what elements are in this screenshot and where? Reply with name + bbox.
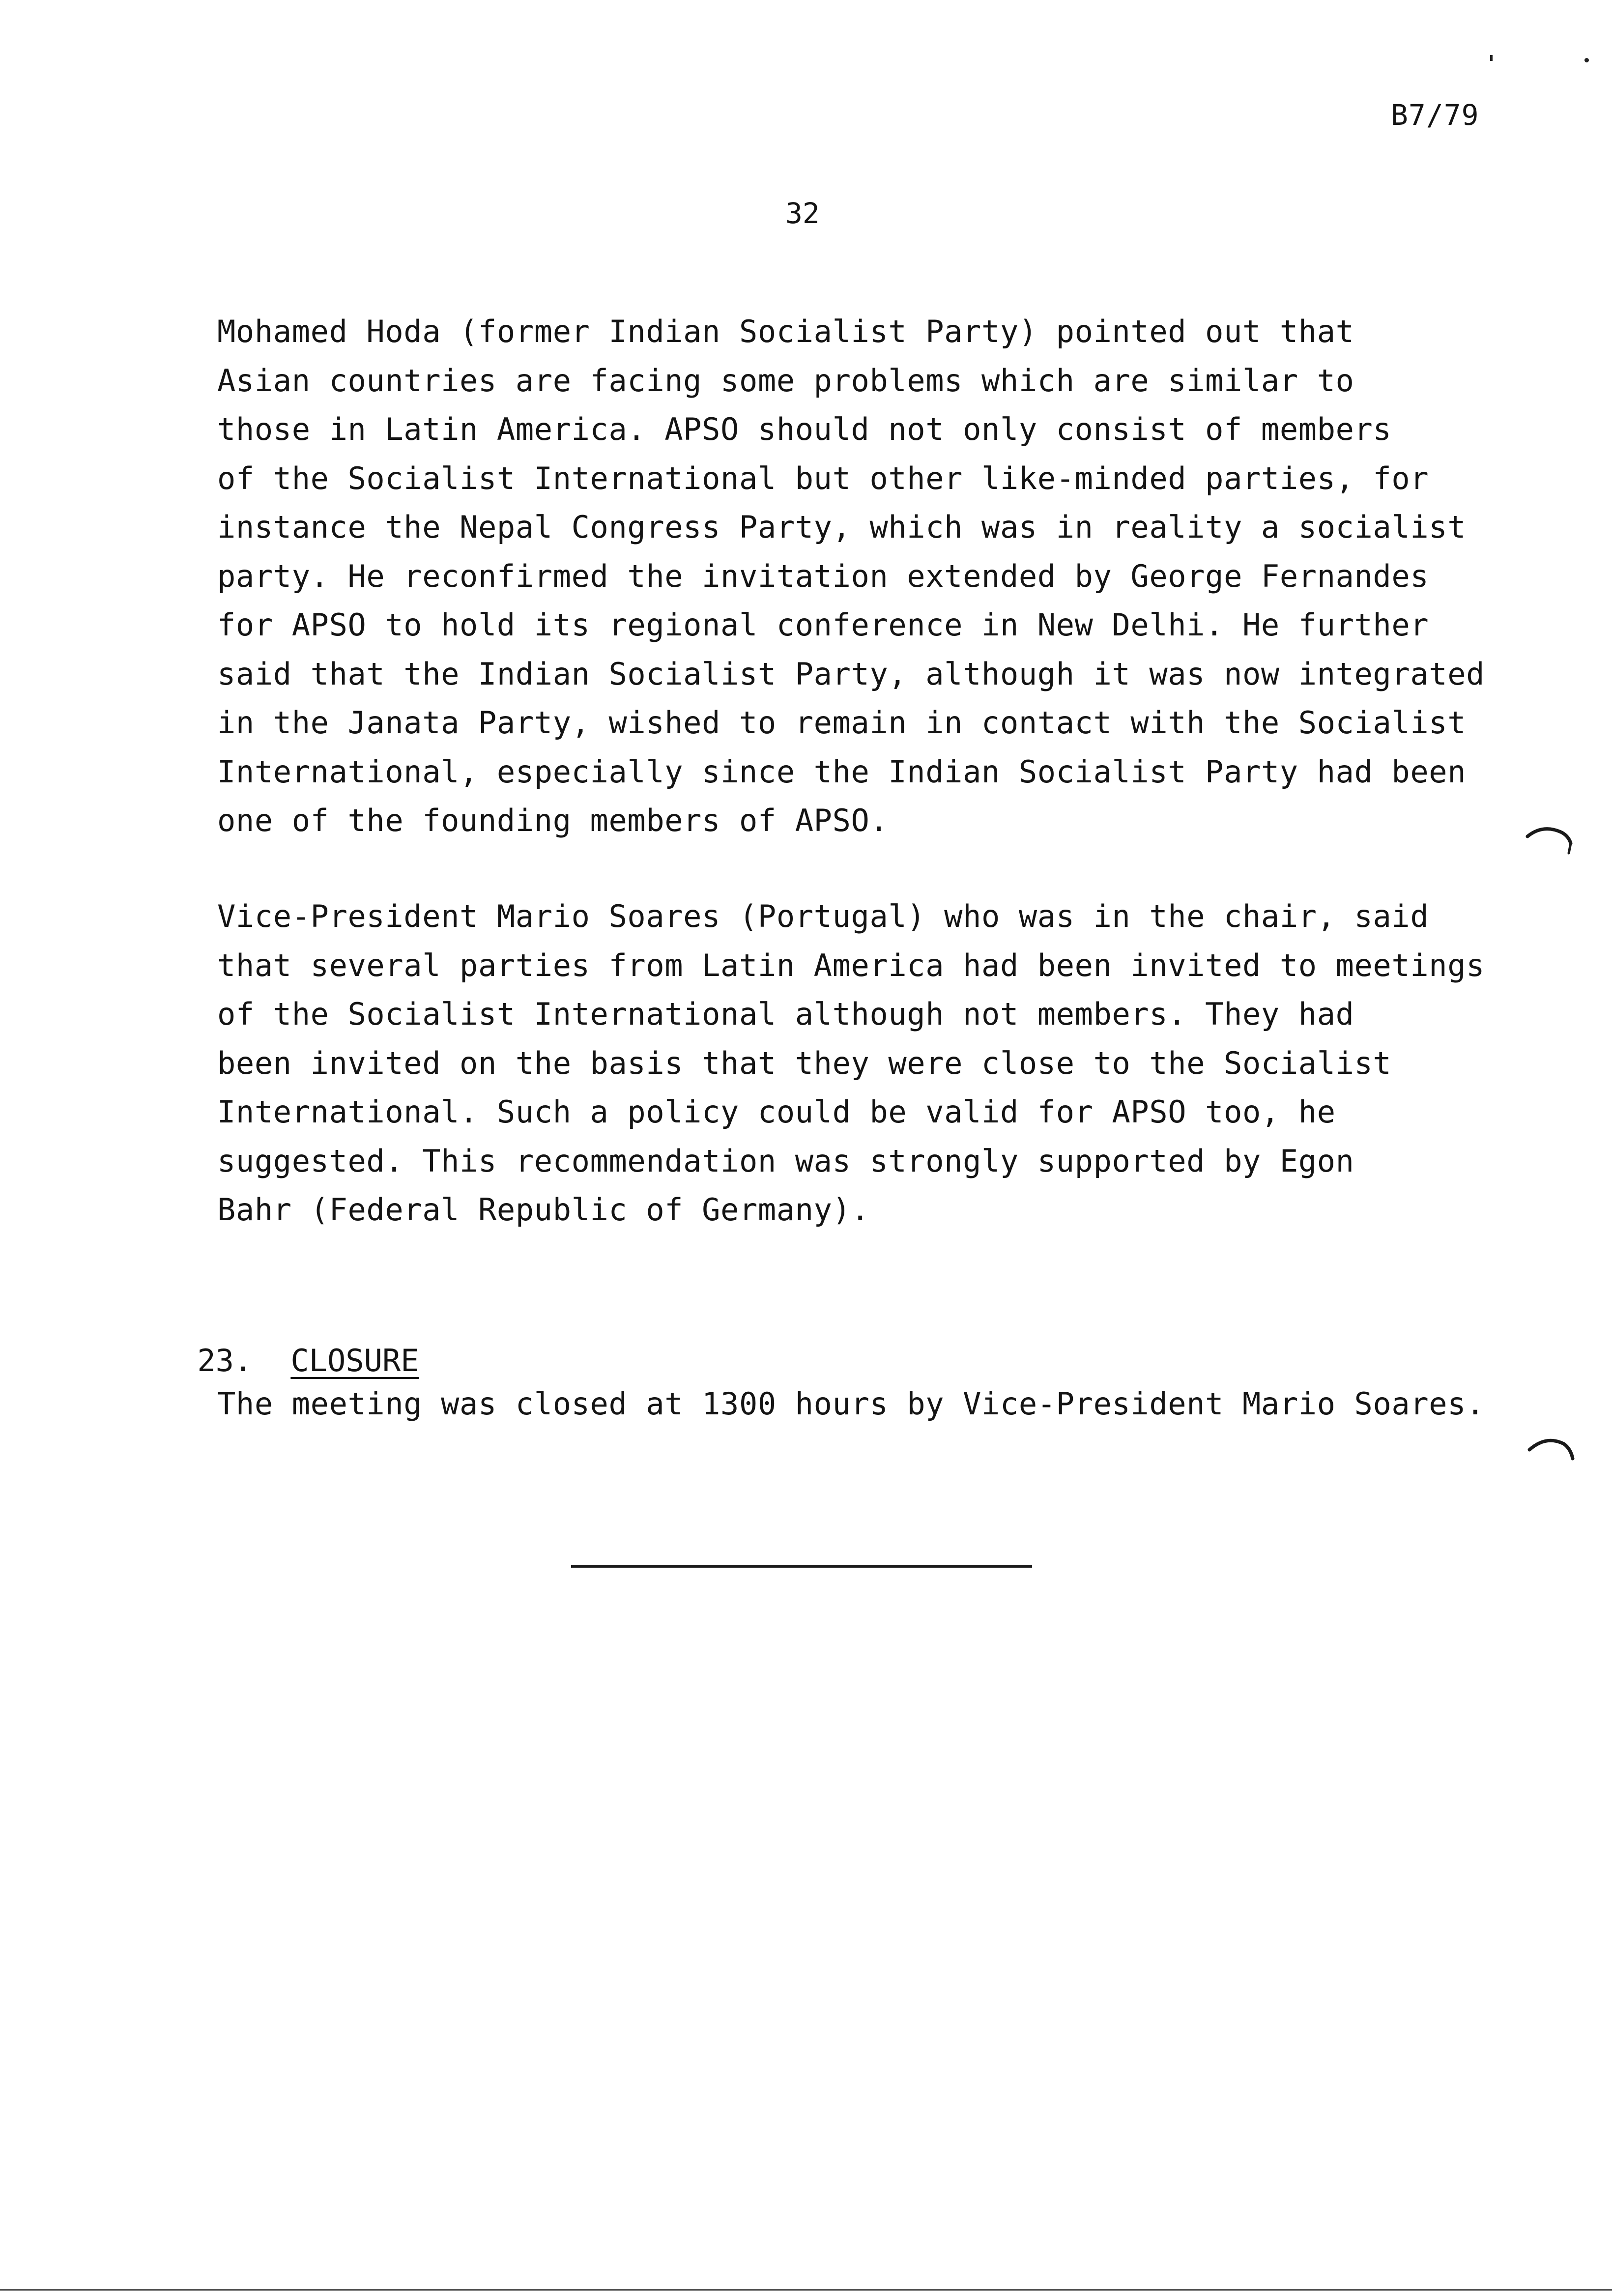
paragraph-hoda xyxy=(217,307,1569,845)
paragraph-line: party. He reconfirmed the invitation extended by George Fernandes xyxy=(217,558,1429,594)
paragraph-line: International, especially since the Indian Socialist Party had been xyxy=(217,753,1467,790)
page-number: 32 xyxy=(785,197,820,230)
end-rule xyxy=(571,1565,1032,1568)
paragraph-line: Bahr (Federal Republic of Germany). xyxy=(217,1192,870,1228)
paragraph-line: International. Such a policy could be valid for APSO too, he xyxy=(217,1094,1336,1130)
page-bottom-edge xyxy=(0,2289,1612,2291)
paragraph-line: Asian countries are facing some problems which are similar to xyxy=(217,362,1354,399)
margin-correction-mark xyxy=(1524,822,1583,861)
paragraph-line: one of the founding members of APSO. xyxy=(217,803,889,838)
paragraph-line: said that the Indian Socialist Party, although it was now integrated xyxy=(217,656,1485,692)
paragraph-line: in the Janata Party, wished to remain in contact with the Socialist xyxy=(217,705,1467,741)
corner-dot-mark xyxy=(1584,58,1589,62)
paragraph-line: instance the Nepal Congress Party, which was in reality a socialist xyxy=(217,509,1467,545)
paragraph-line: for APSO to hold its regional conference in New Delhi. He further xyxy=(217,607,1429,643)
section-heading xyxy=(124,1288,419,1378)
paragraph-soares xyxy=(217,892,1569,1234)
paragraph-line: been invited on the basis that they were close to the Socialist xyxy=(217,1045,1392,1081)
paragraph-line: those in Latin America. APSO should not only consist of members xyxy=(217,411,1392,447)
paragraph-line: that several parties from Latin America had been invited to meetings xyxy=(217,947,1485,983)
corner-tick-mark xyxy=(1490,55,1493,61)
paragraph-line: The meeting was closed at 1300 hours by Vice-President Mario Soares. xyxy=(217,1386,1485,1422)
paragraph-line: Vice-President Mario Soares (Portugal) who was in the chair, said xyxy=(217,898,1429,934)
section-title: CLOSURE xyxy=(290,1343,419,1378)
paragraph-line: Mohamed Hoda (former Indian Socialist Party) pointed out that xyxy=(217,314,1354,349)
section-number: 23. xyxy=(197,1343,253,1378)
paragraph-line: suggested. This recommendation was strongly supported by Egon xyxy=(217,1143,1354,1179)
margin-correction-mark xyxy=(1526,1434,1585,1473)
paragraph-closure xyxy=(217,1379,1569,1429)
document-reference: B7/79 xyxy=(1391,98,1479,132)
paragraph-line: of the Socialist International but other like-minded parties, for xyxy=(217,460,1429,496)
paragraph-line: of the Socialist International although not members. They had xyxy=(217,996,1354,1032)
